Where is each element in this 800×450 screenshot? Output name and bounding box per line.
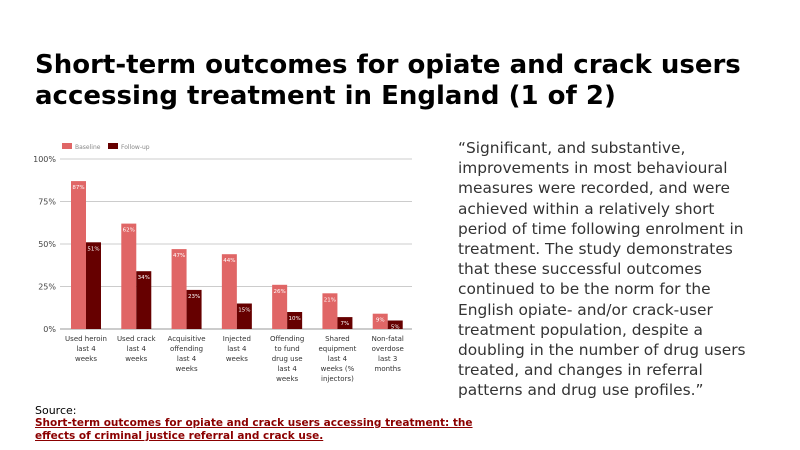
bar-followup	[86, 242, 101, 329]
y-tick-label: 50%	[38, 240, 56, 249]
bar-baseline	[172, 249, 187, 329]
x-tick-label: injectors)	[321, 375, 354, 383]
legend-swatch	[108, 143, 118, 149]
x-tick-label: Shared	[325, 335, 350, 343]
bar-value-label: 34%	[137, 275, 150, 282]
bar-value-label: 62%	[122, 227, 135, 234]
x-tick-label: weeks (%	[320, 365, 355, 373]
source-block	[35, 404, 475, 443]
x-tick-label: Acquisitive	[167, 335, 206, 343]
y-tick-label: 100%	[33, 155, 56, 164]
y-tick-label: 75%	[38, 197, 56, 207]
slide-title: Short-term outcomes for opiate and crack users accessing treatment in England (1 of 2)	[35, 50, 741, 111]
x-tick-label: last 4	[277, 365, 297, 373]
bar-value-label: 7%	[340, 321, 350, 328]
x-tick-label: weeks	[225, 355, 248, 363]
legend-swatch	[62, 143, 72, 149]
bar-value-label: 5%	[390, 324, 400, 331]
x-tick-label: last 4	[327, 355, 348, 363]
x-tick-label: last 4	[227, 345, 247, 353]
bar-value-label: 51%	[87, 246, 100, 253]
x-tick-label: months	[374, 365, 401, 373]
bar-baseline	[222, 254, 237, 329]
bar-baseline	[121, 224, 136, 329]
x-tick-label: Used heroin	[65, 335, 107, 343]
x-tick-label: equipment	[318, 345, 357, 353]
source-label: Source:	[35, 404, 77, 417]
bar-value-label: 21%	[323, 297, 337, 304]
bar-value-label: 87%	[72, 185, 85, 192]
x-tick-label: offending	[170, 345, 204, 353]
y-tick-label: 25%	[38, 282, 56, 292]
x-tick-label: weeks	[74, 355, 98, 363]
bar-chart	[30, 135, 425, 390]
x-tick-label: weeks	[276, 375, 299, 383]
bar-value-label: 47%	[172, 253, 186, 260]
legend-label: Follow-up	[121, 144, 150, 151]
x-tick-label: Injected	[222, 335, 251, 343]
y-tick-label: 0%	[43, 325, 56, 334]
bar-value-label: 23%	[187, 293, 201, 300]
bar-value-label: 26%	[273, 288, 286, 295]
x-tick-label: Offending	[269, 335, 305, 343]
x-tick-label: weeks	[125, 355, 148, 363]
x-tick-label: last 3	[378, 355, 398, 363]
legend-label: Baseline	[75, 144, 101, 151]
x-tick-label: last 4	[176, 355, 197, 363]
bar-value-label: 44%	[223, 258, 236, 265]
bar-value-label: 9%	[375, 317, 385, 324]
x-tick-label: last 4	[76, 345, 96, 353]
x-tick-label: last 4	[126, 345, 146, 353]
bar-baseline	[71, 181, 86, 329]
bar-value-label: 15%	[238, 307, 251, 314]
x-tick-label: Used crack	[116, 335, 156, 343]
source-link[interactable]: Short-term outcomes for opiate and crack users accessing treatment: the effects of criminal justice referral and crack use.	[35, 417, 473, 442]
x-tick-label: overdose	[371, 345, 404, 353]
x-tick-label: Non-fatal	[371, 335, 404, 343]
bar-value-label: 10%	[288, 316, 301, 322]
x-tick-label: drug use	[271, 355, 303, 363]
x-tick-label: weeks	[175, 365, 198, 373]
x-tick-label: to fund	[274, 345, 300, 353]
quote-text: “Significant, and substantive, improvements in most behavioural measures were recorded, and were achieved within a relatively short period of time following enrolment in treatment. The study demonstrates that these successful outcomes continued to be the norm for the English opiate- and/or crack-user treatment population, despite a doubling in the number of drug users treated, and changes in referral patterns and drug use profiles.”	[458, 139, 746, 400]
